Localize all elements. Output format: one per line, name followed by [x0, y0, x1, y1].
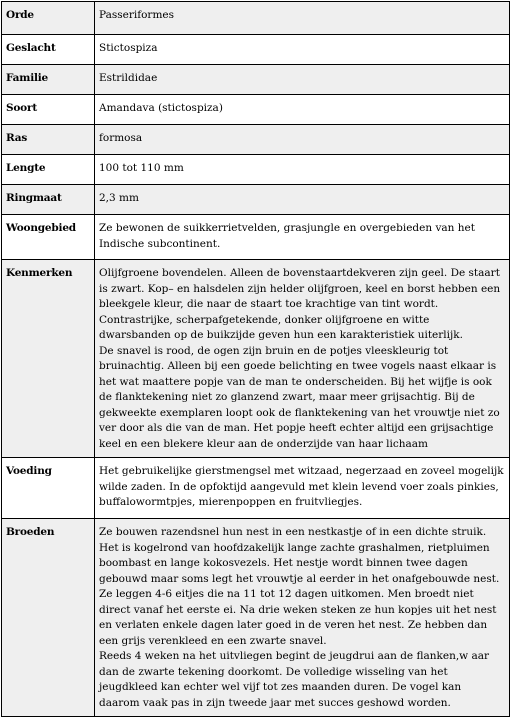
- value-paragraph: Ze bouwen razendsnel hun nest in een nestkastje of in een dichte struik. Het is kogelrond van hoofdzakelijk lange zachte grashalmen, rietpluimen boombast en lange kokosvezels. Het nestje wordt binnen twee dagen gebouwd maar soms legt het vrouwtje al eerder in het onafgebouwde nest.: [99, 526, 500, 585]
- value-text: 100 tot 110 mm: [99, 162, 184, 174]
- value-text: Estrildidae: [99, 72, 158, 84]
- label-broeden: Broeden: [2, 519, 95, 717]
- label-ringmaat: Ringmaat: [2, 185, 95, 215]
- value-ras: [95, 125, 510, 155]
- value-text: Passeriformes: [99, 9, 175, 21]
- label-familie: Familie: [2, 65, 95, 95]
- value-text: formosa: [99, 132, 143, 144]
- value-text: Stictospiza: [99, 42, 158, 54]
- value-text: 2,3 mm: [99, 192, 139, 204]
- value-paragraph: De snavel is rood, de ogen zijn bruin en de potjes vleeskleurig tot bruinachtig. Alleen bij een goede belichting en twee vogels naast elkaar is het wat maattere popje van de man te onderscheiden. Bij het wijfje is ook de flanktekening niet zo glanzend zwart, maar meer grijsachtig. Bij de gekweekte exemplaren loopt ook de flanktekening van het vrouwtje niet zo ver door als die van de man. Het popje heeft echter altijd een grijsachtige keel en een blekere kleur aan de onderzijde van haar lichaam: [99, 344, 500, 450]
- value-voeding: [95, 458, 510, 519]
- value-text: Het gebruikelijke gierstmengsel met witzaad, negerzaad en zoveel mogelijk wilde zaden. In de opfoktijd aangevuld met klein levend voer zoals pinkies, buffalowormtpjes, mierenpoppen en fruitvliegjes.: [99, 465, 504, 508]
- row-broeden: [2, 519, 510, 717]
- value-orde: [95, 2, 510, 35]
- row-geslacht: [2, 35, 510, 65]
- label-woongebied: Woongebied: [2, 215, 95, 260]
- row-kenmerken: [2, 260, 510, 458]
- value-lengte: [95, 155, 510, 185]
- value-woongebied: [95, 215, 510, 260]
- value-soort: [95, 95, 510, 125]
- label-orde: Orde: [2, 2, 95, 35]
- label-voeding: Voeding: [2, 458, 95, 519]
- row-orde: [2, 2, 510, 35]
- value-text: Ze bewonen de suikkerrietvelden, grasjungle en overgebieden van het Indische subcontinent.: [99, 222, 475, 250]
- value-kenmerken: [95, 260, 510, 458]
- label-geslacht: Geslacht: [2, 35, 95, 65]
- value-paragraph: Contrastrijke, scherpafgetekende, donker olijfgroene en witte dwarsbanden op de buikzijde geven hun een karakteristiek uiterlijk.: [99, 313, 463, 341]
- row-soort: [2, 95, 510, 125]
- value-text: Amandava (stictospiza): [99, 102, 223, 114]
- value-paragraph: Reeds 4 weken na het uitvliegen begint de jeugdrui aan de flanken,w aar dan de zwarte tekening doorkomt. De volledige wisseling van het jeugdkleed kan echter wel vijf tot zes maanden duren. De vogel kan daarom vaak pas in zijn tweede jaar met succes geshowd worden.: [99, 650, 490, 709]
- label-soort: Soort: [2, 95, 95, 125]
- row-voeding: [2, 458, 510, 519]
- value-familie: [95, 65, 510, 95]
- value-paragraph: Ze leggen 4-6 eitjes die na 11 tot 12 dagen uitkomen. Men broedt niet direct vanaf het eerste ei. Na drie weken steken ze hun kopjes uit het nest en verlaten enkele dagen later goed in de veren het nest. Ze hebben dan een grijs verenkleed en een zwarte snavel.: [99, 588, 497, 647]
- row-lengte: [2, 155, 510, 185]
- label-ras: Ras: [2, 125, 95, 155]
- value-ringmaat: [95, 185, 510, 215]
- row-ringmaat: [2, 185, 510, 215]
- row-familie: [2, 65, 510, 95]
- species-info-table: [1, 1, 510, 717]
- label-lengte: Lengte: [2, 155, 95, 185]
- row-ras: [2, 125, 510, 155]
- row-woongebied: [2, 215, 510, 260]
- value-broeden: [95, 519, 510, 717]
- value-paragraph: Olijfgroene bovendelen. Alleen de bovenstaartdekveren zijn geel. De staart is zwart. Kop– en halsdelen zijn helder olijfgroen, keel en borst hebben een bleekgele kleur, die naar de staart toe krachtige van tint wordt.: [99, 267, 501, 310]
- value-geslacht: [95, 35, 510, 65]
- label-kenmerken: Kenmerken: [2, 260, 95, 458]
